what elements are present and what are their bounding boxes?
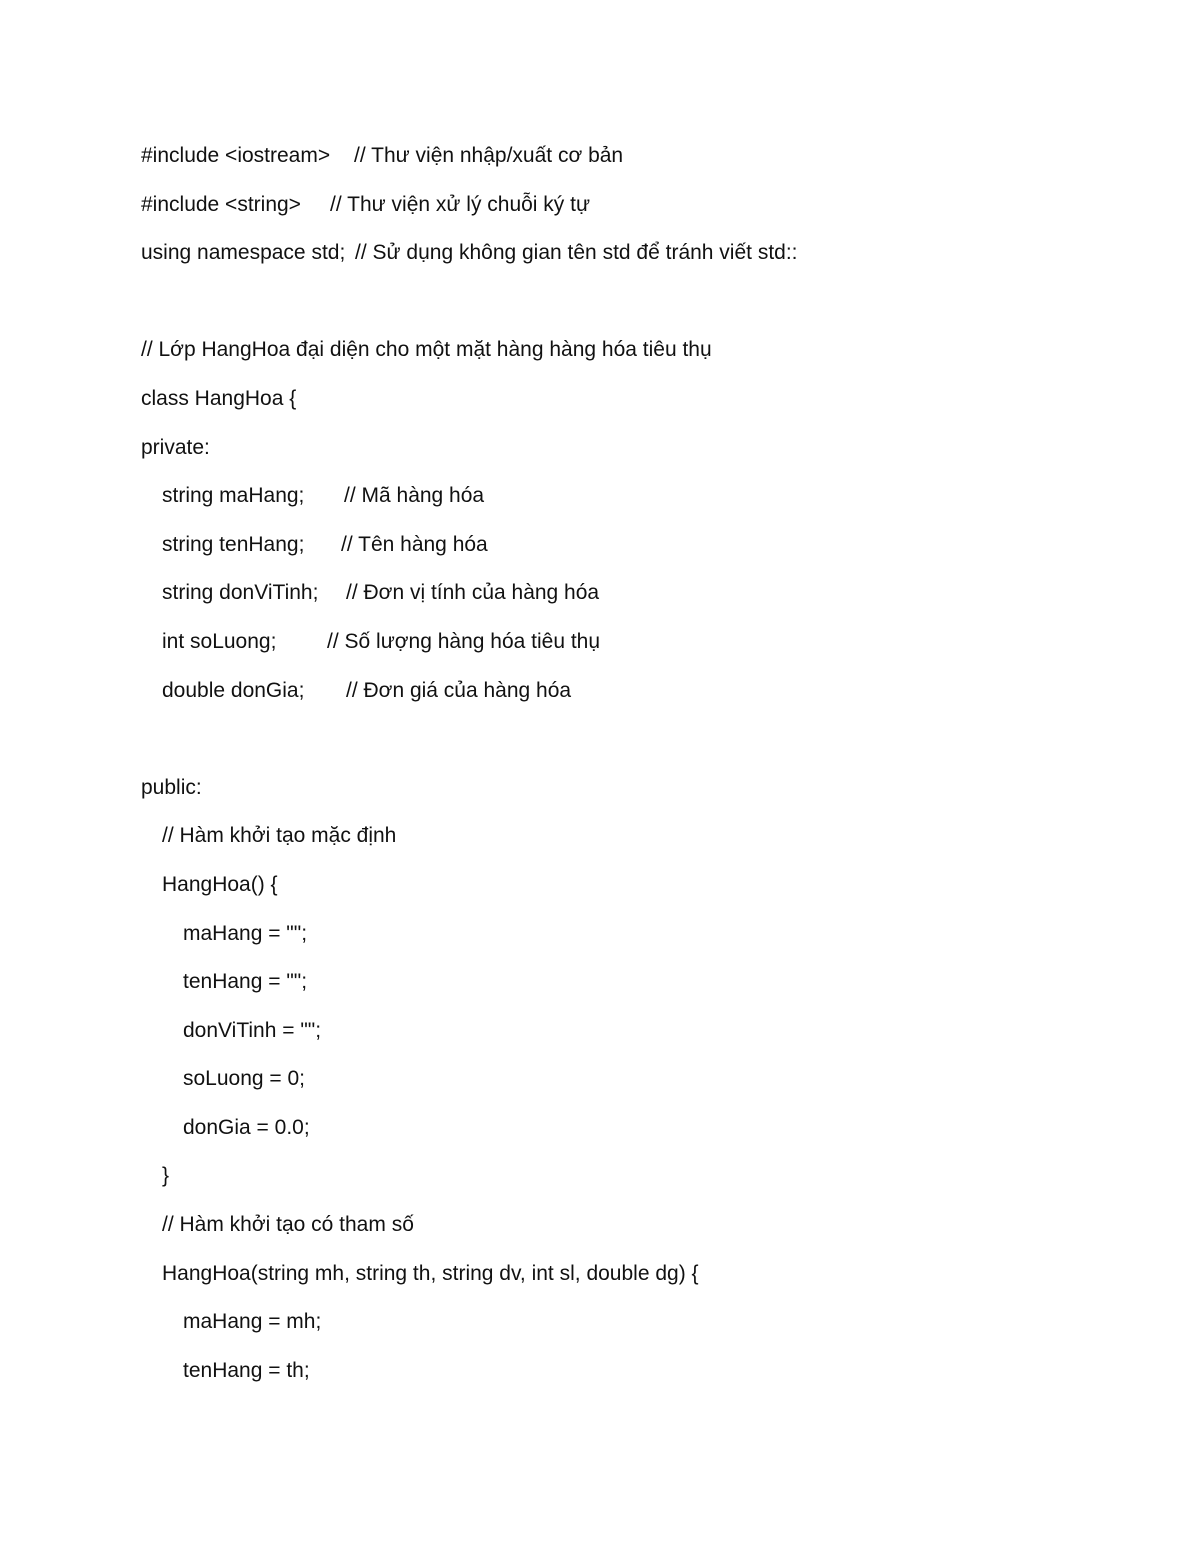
code-text: #include <iostream> xyxy=(141,144,331,167)
code-line xyxy=(141,1013,1141,1062)
code-text: double donGia; xyxy=(162,678,305,702)
code-comment: // Sử dụng không gian tên std để tránh viết std:: xyxy=(355,241,798,265)
code-line xyxy=(141,138,1141,187)
code-text: class HangHoa { xyxy=(141,386,297,410)
code-line xyxy=(141,527,1141,576)
code-text: string donViTinh; xyxy=(162,581,319,605)
code-text: maHang = ""; xyxy=(183,921,308,945)
code-line xyxy=(141,867,1141,916)
code-line xyxy=(141,916,1141,965)
code-line xyxy=(141,187,1141,236)
code-line xyxy=(141,1158,1141,1207)
code-line xyxy=(141,284,1141,333)
code-line xyxy=(141,1207,1141,1256)
code-comment: // Hàm khởi tạo mặc định xyxy=(162,824,397,848)
code-text: donGia = 0.0; xyxy=(183,1115,310,1139)
code-line xyxy=(141,818,1141,867)
code-comment: // Hàm khởi tạo có tham số xyxy=(162,1213,414,1237)
code-line xyxy=(141,332,1141,381)
code-line xyxy=(141,575,1141,624)
code-text: string maHang; xyxy=(162,484,305,508)
code-comment: // Tên hàng hóa xyxy=(341,532,488,556)
code-line xyxy=(141,721,1141,770)
code-line xyxy=(141,964,1141,1013)
code-line xyxy=(141,430,1141,479)
code-text: tenHang = th; xyxy=(183,1358,310,1382)
code-text: using namespace std; xyxy=(141,241,346,265)
code-line xyxy=(141,1256,1141,1305)
code-line xyxy=(141,1353,1141,1402)
code-line xyxy=(141,770,1141,819)
code-comment: // Mã hàng hóa xyxy=(344,484,485,508)
code-text: HangHoa(string mh, string th, string dv, int sl, double dg) { xyxy=(162,1261,699,1285)
code-line xyxy=(141,1110,1141,1159)
code-text: private: xyxy=(141,435,210,459)
code-text: } xyxy=(162,1164,170,1188)
code-text: #include <string> xyxy=(141,192,301,216)
code-text: donViTinh = ""; xyxy=(183,1018,322,1042)
code-line xyxy=(141,624,1141,673)
code-comment: // Lớp HangHoa đại diện cho một mặt hàng hàng hóa tiêu thụ xyxy=(141,338,712,362)
code-comment: // Đơn vị tính của hàng hóa xyxy=(346,581,600,605)
code-text: public: xyxy=(141,775,202,799)
code-line xyxy=(141,235,1141,284)
code-text: tenHang = ""; xyxy=(183,970,308,994)
code-listing xyxy=(141,138,1141,1401)
code-line xyxy=(141,1304,1141,1353)
code-text: soLuong = 0; xyxy=(183,1067,306,1091)
code-line xyxy=(141,673,1141,722)
code-comment: // Số lượng hàng hóa tiêu thụ xyxy=(327,629,601,653)
code-line xyxy=(141,1061,1141,1110)
code-comment: // Đơn giá của hàng hóa xyxy=(346,678,572,702)
code-comment: // Thư viện nhập/xuất cơ bản xyxy=(354,144,624,167)
code-text: int soLuong; xyxy=(162,629,277,653)
code-text: maHang = mh; xyxy=(183,1310,322,1334)
code-line xyxy=(141,381,1141,430)
code-text: HangHoa() { xyxy=(162,872,278,896)
code-text: string tenHang; xyxy=(162,532,305,556)
code-comment: // Thư viện xử lý chuỗi ký tự xyxy=(330,192,591,216)
code-line xyxy=(141,478,1141,527)
